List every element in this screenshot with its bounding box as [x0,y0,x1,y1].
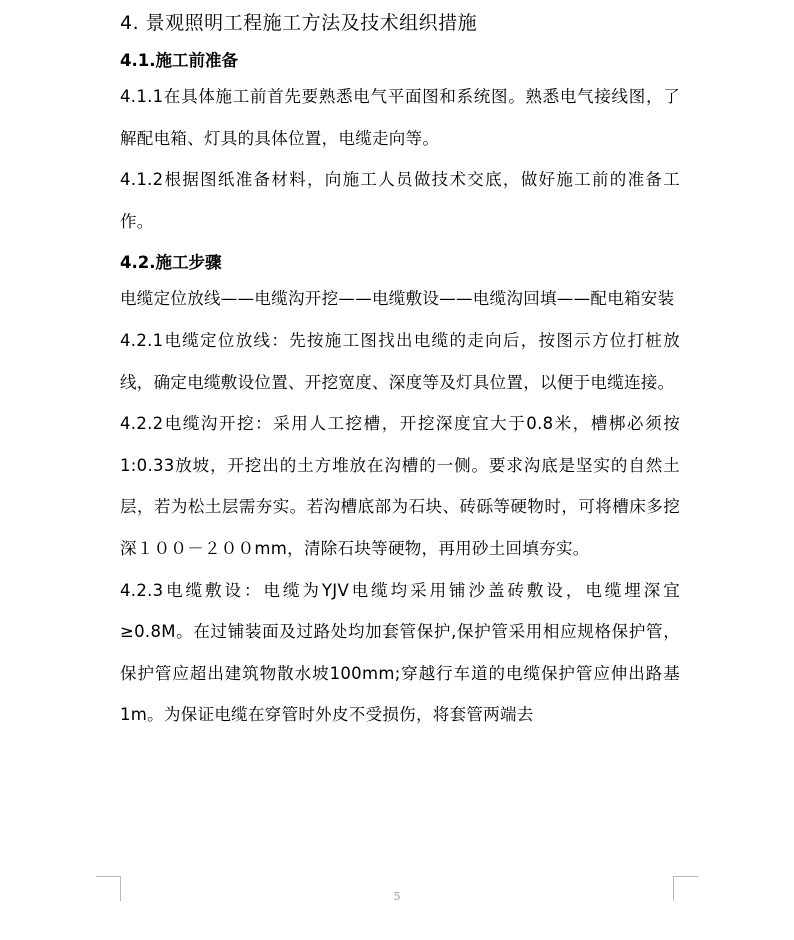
paragraph-4-2-1: 4.2.1电缆定位放线：先按施工图找出电缆的走向后，按图示方位打桩放线，确定电缆敷设位置、开挖宽度、深度等及灯具位置，以便于电缆连接。 [120,330,680,392]
margin-corner-mark-right [673,876,698,901]
paragraph-4-1-1: 4.1.1在具体施工前首先要熟悉电气平面图和系统图。熟悉电气接线图，了解配电箱、灯具的具体位置，电缆走向等。 [120,87,680,148]
page-title: 4. 景观照明工程施工方法及技术组织措施 [120,12,478,34]
page-number: 5 [393,890,401,903]
paragraph-4-2-2: 4.2.2电缆沟开挖：采用人工挖槽，开挖深度宜大于0.8米，槽梆必须按1:0.33放坡，开挖出的土方堆放在沟槽的一侧。要求沟底是坚实的自然土层，若为松土层需夯实。若沟槽底部为石块、砖砾等硬物时，可将槽床多挖深１００－２００mm，清除石块等硬物，再用砂土回填夯实。 [120,414,680,558]
document-body [120,6,680,736]
section-title-preparation: 4.1.施工前准备 [120,51,238,70]
paragraph-process-flow: 电缆定位放线——电缆沟开挖——电缆敷设——电缆沟回填——配电箱安装 [120,289,675,309]
margin-corner-mark-left [96,876,121,901]
paragraph-4-2-3: 4.2.3电缆敷设：电缆为YJV电缆均采用铺沙盖砖敷设，电缆埋深宜≥0.8M。在过铺装面及过路处均加套管保护,保护管采用相应规格保护管，保护管应超出建筑物散水坡100mm;穿越行车道的电缆保护管应伸出路基1m。为保证电缆在穿管时外皮不受损伤，将套管两端去 [120,580,680,725]
paragraph-4-1-2: 4.1.2根据图纸准备材料，向施工人员做技术交底，做好施工前的准备工作。 [120,170,680,231]
section-title-steps: 4.2.施工步骤 [120,253,222,273]
